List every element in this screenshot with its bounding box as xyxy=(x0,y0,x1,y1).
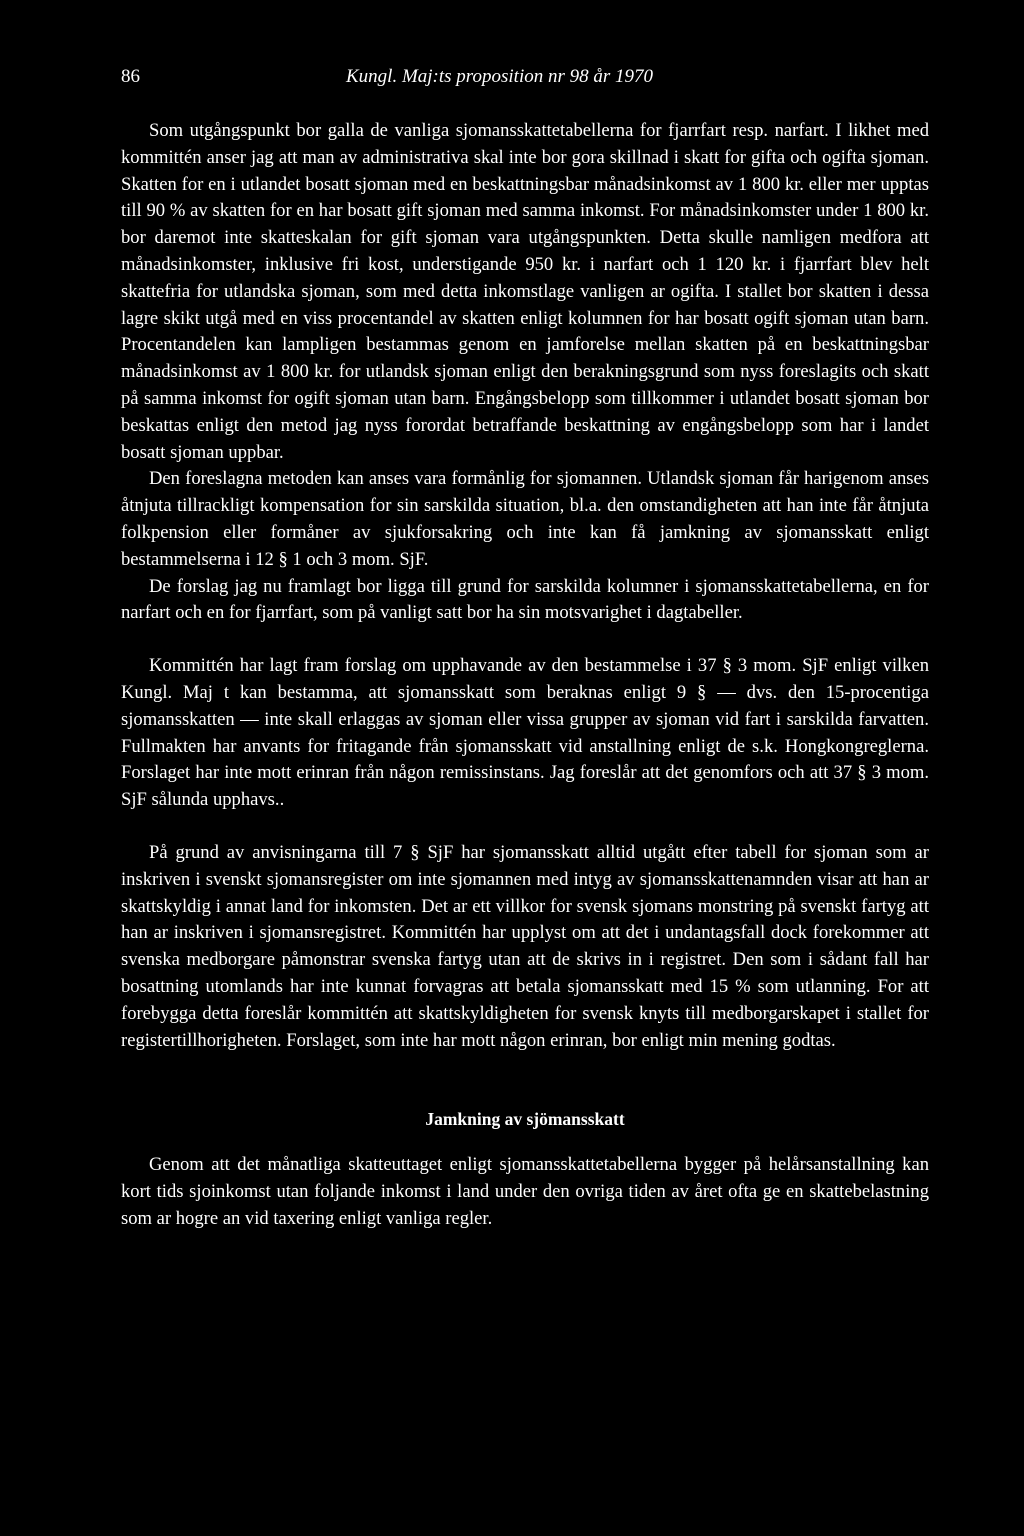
paragraph: Den foreslagna metoden kan anses vara formånlig for sjomannen. Utlandsk sjoman får harigenom anses åtnjuta tillrackligt kompensation for sin sarskilda situation, bl.a. den omstandigheten att han inte får åtnjuta folkpension eller formåner av sjukforsakring och inte kan få jamkning av sjomansskatt enligt bestammelserna i 12 § 1 och 3 mom. SjF. xyxy=(121,468,929,570)
page-header xyxy=(121,62,921,92)
paragraph: På grund av anvisningarna till 7 § SjF har sjomansskatt alltid utgått efter tabell for sjoman som ar inskriven i svenskt sjomansregister om inte sjomannen med intyg av sjomansskattenamnden visar att han ar skattskyldig i annat land for inkomsten. Det ar ett villkor for svensk sjomans monstring på svenskt fartyg att han ar inskriven i sjomansregistret. Kommittén har upplyst om att det i undantagsfall dock forekommer att svenska medborgare påmonstrar svenska fartyg utan att de skrivs in i registret. Den som i sådant fall har bosattning utomlands har inte kunnat forvagras att betala sjomansskatt med 15 % som utlanning. For att forebygga detta foreslår kommittén att skattskyldigheten for svensk knyts till medborgarskapet i stallet for registertillhorigheten. Forslaget, som inte har mott någon erinran, bor enligt min mening godtas. xyxy=(121,841,929,1051)
paragraph: Som utgångspunkt bor galla de vanliga sjomansskattetabellerna for fjarrfart resp. narfart. I likhet med kommittén anser jag att man av administrativa skal inte bor gora skillnad i skatt for gifta och ogifta sjoman. Skatten for en i utlandet bosatt sjoman med en beskattningsbar månadsinkomst av 1 800 kr. eller mer upptas till 90 % av skatten for en har bosatt gift sjoman med samma inkomst. For månadsinkomster under 1 800 kr. bor daremot inte skatteskalan for gift sjoman vara utgångspunkten. Detta skulle namligen medfora att månadsinkomster, inklusive fri kost, understigande 950 kr. i narfart och 1 120 kr. i fjarrfart blev helt skattefria for utlandska sjoman, som med detta inkomstlage vanligen ar ogifta. I stallet bor skatten i dessa lagre skikt utgå med en viss procentandel av skatten enligt kolumnen for har bosatt ogift sjoman utan barn. Procentandelen kan lampligen bestammas genom en jamforelse mellan skatten på en beskattningsbar månadsinkomst av 1 800 kr. for utlandsk sjoman enligt den berakningsgrund som nyss foreslagits och skatt på samma inkomst for ogift sjoman utan barn. Engångsbelopp som tillkommer i utlandet bosatt sjoman bor beskattas enligt den metod jag nyss forordat betraffande beskattning av engångsbelopp som har i landet bosatt sjoman uppbar. xyxy=(121,120,929,463)
paragraph: De forslag jag nu framlagt bor ligga till grund for sarskilda kolumner i sjomansskattetabellerna, en for narfart och en for fjarrfart, som på vanligt satt bor ha sin motsvarighet i dagtabeller. xyxy=(121,575,929,624)
paragraph: Kommittén har lagt fram forslag om upphavande av den bestammelse i 37 § 3 mom. SjF enligt vilken Kungl. Maj t kan bestamma, att sjomansskatt som beraknas enligt 9 § — dvs. den 15-procentiga sjomansskatten — inte skall erlaggas av sjoman eller vissa grupper av sjoman vid fart i sarskilda farvatten. Fullmakten har anvants for fritagande från sjomansskatt vid anstallning enligt de s.k. Hongkongreglerna. Forslaget har inte mott erinran från någon remissinstans. Jag foreslår att det genomfors och att 37 § 3 mom. SjF sålunda upphavs.. xyxy=(121,655,929,811)
section-paragraph: Genom att det månatliga skatteuttaget enligt sjomansskattetabellerna bygger på helårsanstallning kan kort tids sjoinkomst utan foljande inkomst i land under den ovriga tiden av året ofta ge en skattebelastning som ar hogre an vid taxering enligt vanliga regler. xyxy=(121,1154,929,1229)
body-text xyxy=(121,118,929,1233)
section-heading: Jamkning av sjömansskatt xyxy=(425,1109,625,1130)
page-number: 86 xyxy=(121,66,140,87)
running-title: Kungl. Maj:ts proposition nr 98 år 1970 xyxy=(346,66,654,87)
